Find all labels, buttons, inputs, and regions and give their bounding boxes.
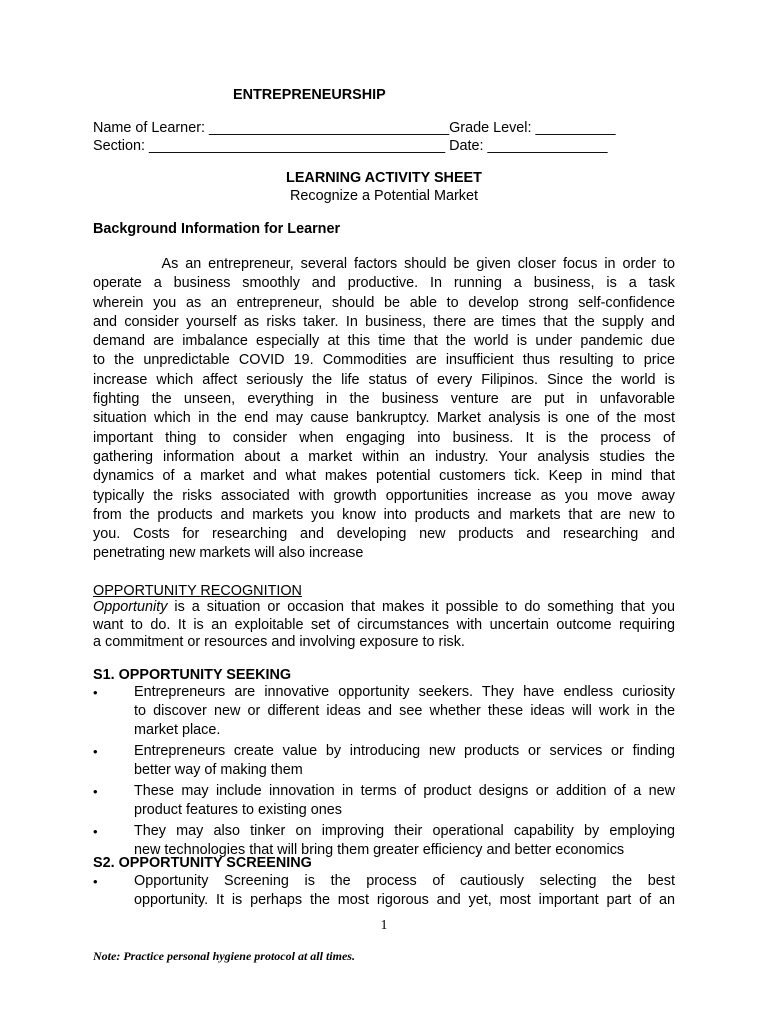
list-item — [93, 782, 675, 820]
paragraph-line: important thing to consider when engaging into business. It is the process of — [93, 429, 675, 446]
bullet-icon: • — [93, 685, 98, 700]
bullet-line: market place. — [134, 722, 221, 738]
definition-line — [93, 599, 675, 617]
bullet-icon: • — [93, 824, 98, 839]
paragraph-line: from the products and markets you know into products and markets that are new to — [93, 506, 675, 523]
footer-note: Note: Practice personal hygiene protocol at all times. — [93, 949, 355, 963]
paragraph-line: to the unpredictable COVID 19. Commodities are insufficient thus resulting to price — [93, 352, 675, 369]
bullet-line: new technologies that will bring them greater efficiency and better economics — [134, 842, 625, 858]
sheet-subheading: Recognize a Potential Market — [290, 188, 478, 204]
opportunity-definition — [93, 599, 675, 652]
bullet-icon: • — [93, 784, 98, 799]
bullet-line: to discover new or different ideas and see whether these ideas will work in the — [134, 703, 675, 719]
paragraph-line: demand are imbalance especially at this time that the world is under pandemic due — [93, 333, 675, 350]
s1-bullet-list — [93, 683, 675, 860]
bullet-line: Entrepreneurs are innovative opportunity seekers. They have endless curiosity — [134, 684, 675, 700]
document-title: ENTREPRENEURSHIP — [233, 87, 386, 103]
paragraph-line: fighting the unseen, everything in the business venture are put in unfavorable — [93, 391, 675, 408]
paragraph-line: situation which in the end may cause bankruptcy. Market analysis is one of the most — [93, 410, 675, 427]
background-heading: Background Information for Learner — [93, 221, 341, 237]
bullet-icon: • — [93, 744, 98, 759]
s1-heading: S1. OPPORTUNITY SEEKING — [93, 667, 292, 683]
paragraph-line: gathering information about a market within an industry. Your analysis studies the — [93, 448, 675, 465]
sheet-heading: LEARNING ACTIVITY SHEET — [286, 170, 482, 186]
bullet-line: product features to existing ones — [134, 802, 342, 818]
paragraph-line: typically the risks associated with growth opportunities increase as you move away — [93, 487, 675, 504]
bullet-line: These may include innovation in terms of product designs or addition of a new — [134, 783, 675, 799]
bullet-line: Entrepreneurs create value by introducing new products or services or finding — [134, 743, 675, 759]
paragraph-line: As an entrepreneur, several factors should be given closer focus in order to — [93, 256, 675, 272]
paragraph-line: operate a business smoothly and productive. In running a business, is a task — [93, 275, 675, 292]
definition-line: a commitment or resources and involving exposure to risk. — [93, 634, 465, 650]
paragraph-line: dynamics of a market and what makes potential customers tick. Keep in mind that — [93, 468, 675, 485]
opportunity-recognition-heading: OPPORTUNITY RECOGNITION — [93, 583, 302, 599]
paragraph-line: and consider yourself as risks taker. In business, there are times that the supply and — [93, 313, 675, 330]
paragraph-line: increase which affect seriously the life status of every Filipinos. Since the world is — [93, 371, 675, 388]
background-paragraph — [93, 255, 675, 564]
learner-name-grade-line: Name of Learner: ______________________________Grade Level: __________ — [93, 120, 616, 136]
bullet-icon: • — [93, 874, 98, 889]
definition-line: want to do. It is an exploitable set of circumstances with uncertain outcome requiring — [93, 616, 675, 633]
bullet-line: better way of making them — [134, 762, 303, 778]
paragraph-line: penetrating new markets will also increase — [93, 545, 364, 562]
opportunity-term: Opportunity — [93, 599, 168, 615]
s2-heading: S2. OPPORTUNITY SCREENING — [93, 855, 312, 871]
s2-bullet-list — [93, 872, 675, 910]
bullet-line: opportunity. It is perhaps the most rigorous and yet, most important part of an — [134, 892, 675, 908]
bullet-line: Opportunity Screening is the process of cautiously selecting the best — [134, 873, 675, 889]
list-item — [93, 683, 675, 740]
page-number: 1 — [380, 918, 388, 933]
paragraph-line: wherein you as an entrepreneur, should be able to develop strong self-confidence — [93, 294, 675, 311]
list-item — [93, 742, 675, 780]
list-item — [93, 872, 675, 910]
section-date-line: Section: _____________________________________ Date: _______________ — [93, 138, 608, 154]
paragraph-line: you. Costs for researching and developing new products and researching and — [93, 526, 675, 543]
definition-line-rest: is a situation or occasion that makes it possible to do something that you — [167, 599, 675, 615]
bullet-line: They may also tinker on improving their operational capability by employing — [134, 823, 675, 839]
